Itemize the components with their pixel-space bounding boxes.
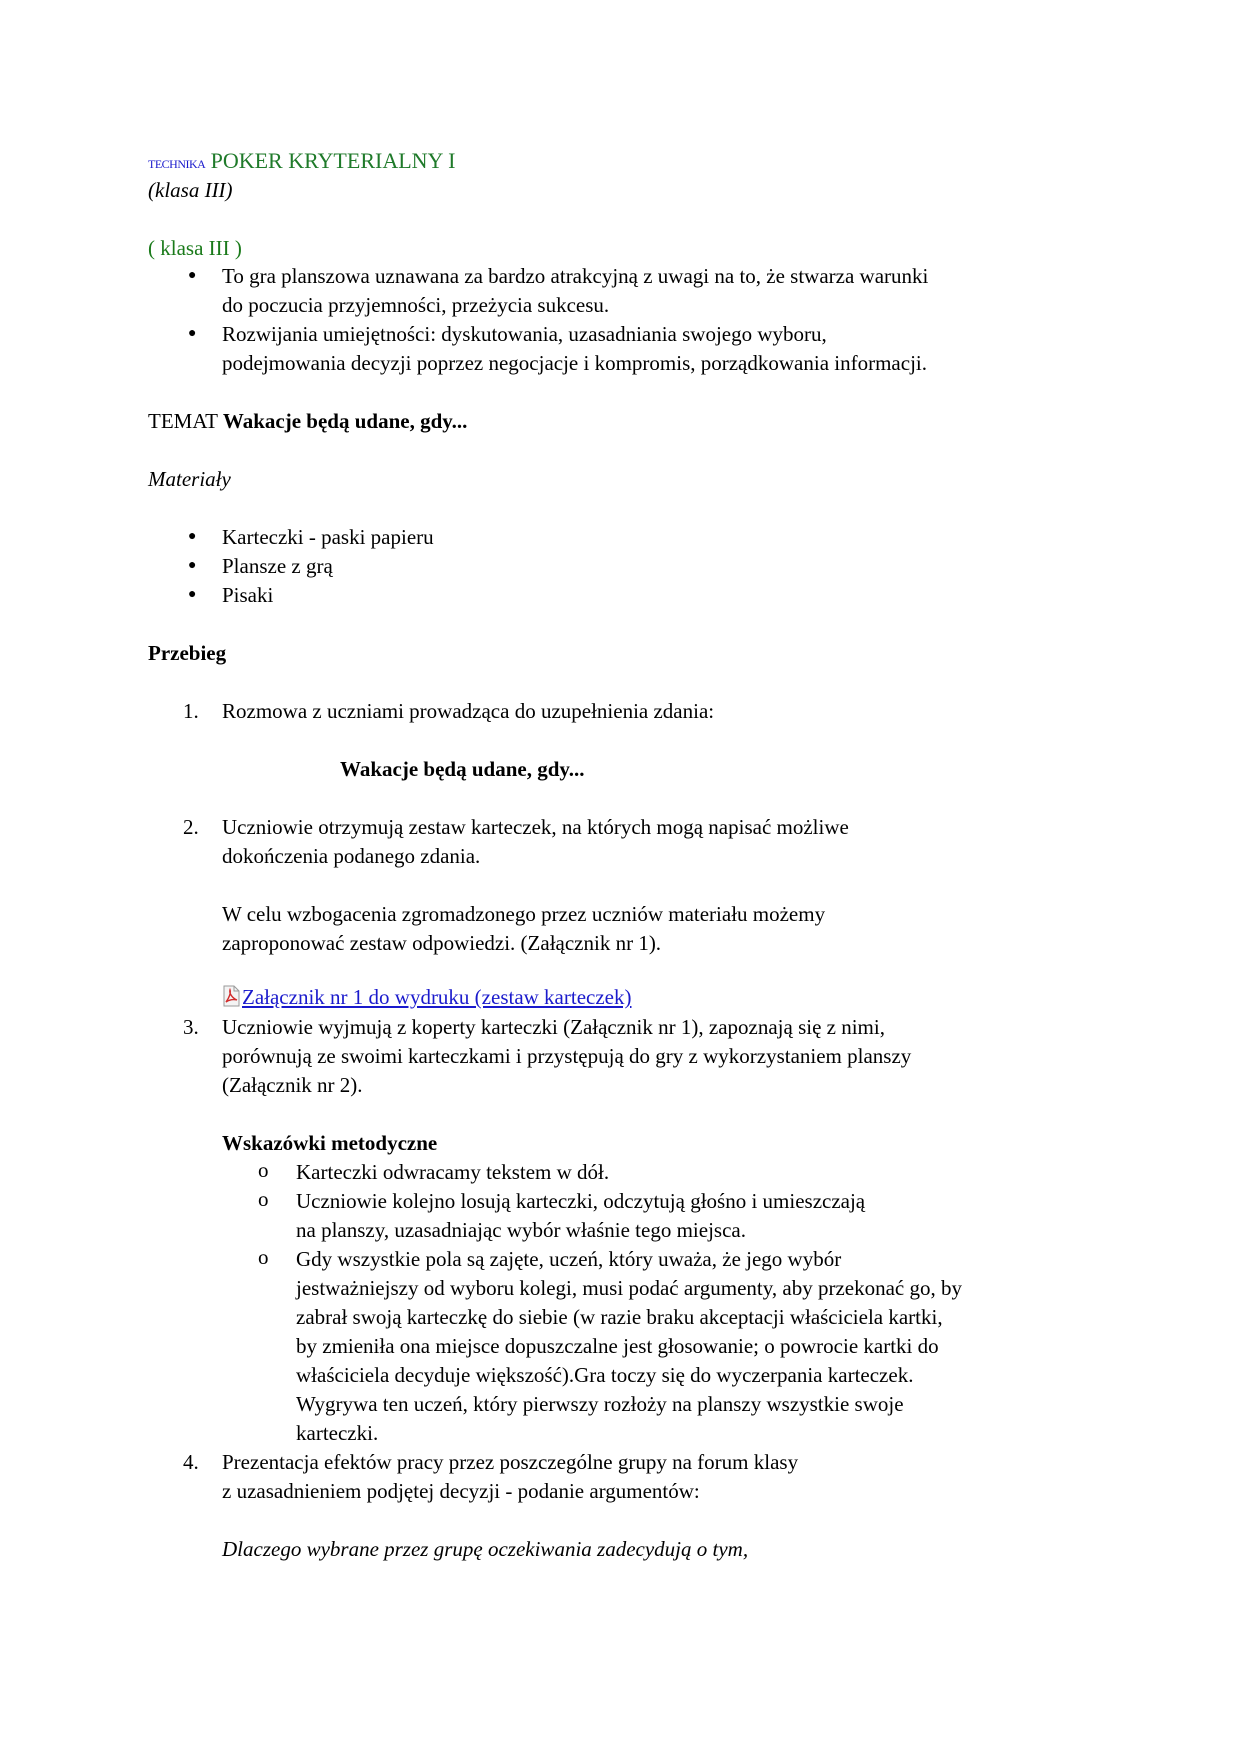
tip-3-line: właściciela decyduje większość).Gra toczy się do wyczerpania karteczek.: [296, 1363, 914, 1387]
class-italic: (klasa III): [148, 178, 233, 202]
attachment-link-row[interactable]: [222, 985, 631, 1010]
topic-label: TEMAT: [148, 409, 218, 433]
page-title: POKER KRYTERIALNY I: [210, 148, 456, 173]
subject-label: TECHNIKA: [148, 157, 206, 171]
topic-text: Wakacje będą udane, gdy...: [222, 409, 468, 433]
bullet-dot-icon: ●: [188, 587, 197, 602]
tip-3-line: zabrał swoją karteczkę do siebie (w razie braku akceptacji właściciela kartki,: [296, 1305, 943, 1329]
step3-line1: Uczniowie wyjmują z koperty karteczki (Załącznik nr 1), zapoznają się z nimi,: [222, 1015, 885, 1039]
procedure-heading: Przebieg: [148, 641, 227, 665]
document-header: [148, 148, 455, 174]
step-number: 4.: [183, 1450, 199, 1474]
step2-line2: dokończenia podanego zdania.: [222, 844, 481, 868]
step-number: 1.: [183, 699, 199, 723]
intro-bullet-2-line1: Rozwijania umiejętności: dyskutowania, uzasadniania swojego wyboru,: [222, 322, 827, 346]
tip-3-line: Gdy wszystkie pola są zajęte, uczeń, który uważa, że jego wybór: [296, 1247, 842, 1271]
step1-text: Rozmowa z uczniami prowadząca do uzupełnienia zdania:: [222, 699, 715, 723]
bullet-dot-icon: ●: [188, 529, 197, 544]
tip-1-line: Karteczki odwracamy tekstem w dół.: [296, 1160, 610, 1184]
materials-item: Pisaki: [222, 583, 274, 607]
circle-bullet-icon: o: [258, 1245, 269, 1269]
bullet-dot-icon: ●: [188, 268, 197, 283]
step2-para-line1: W celu wzbogacenia zgromadzonego przez uczniów materiału możemy: [222, 902, 826, 926]
tips-heading: Wskazówki metodyczne: [222, 1131, 438, 1155]
materials-heading: Materiały: [148, 467, 231, 491]
attachment-link[interactable]: Załącznik nr 1 do wydruku (zestaw karteczek): [242, 985, 632, 1009]
tip-2-line: Uczniowie kolejno losują karteczki, odczytują głośno i umieszczają: [296, 1189, 866, 1213]
step-number: 2.: [183, 815, 199, 839]
class-green: ( klasa III ): [148, 236, 242, 260]
materials-item: Karteczki - paski papieru: [222, 525, 434, 549]
tip-3-line: karteczki.: [296, 1421, 379, 1445]
step2-line1: Uczniowie otrzymują zestaw karteczek, na których mogą napisać możliwe: [222, 815, 849, 839]
pdf-icon[interactable]: [222, 985, 240, 1007]
topic-line: [148, 409, 467, 434]
intro-bullet-2-line2: podejmowania decyzji poprzez negocjacje i kompromis, porządkowania informacji.: [222, 351, 927, 375]
step2-para-line2: zaproponować zestaw odpowiedzi. (Załącznik nr 1).: [222, 931, 662, 955]
step4-line2: z uzasadnieniem podjętej decyzji - podanie argumentów:: [222, 1479, 700, 1503]
intro-bullet-1-line1: To gra planszowa uznawana za bardzo atrakcyjną z uwagi na to, że stwarza warunki: [222, 264, 929, 288]
tip-3-line: jestważniejszy od wyboru kolegi, musi podać argumenty, aby przekonać go, by: [296, 1276, 962, 1300]
step3-line2: porównują ze swoimi karteczkami i przystępują do gry z wykorzystaniem planszy: [222, 1044, 912, 1068]
step3-line3: (Załącznik nr 2).: [222, 1073, 363, 1097]
materials-item: Plansze z grą: [222, 554, 333, 578]
circle-bullet-icon: o: [258, 1187, 269, 1211]
step4-line1: Prezentacja efektów pracy przez poszczególne grupy na forum klasy: [222, 1450, 799, 1474]
bullet-dot-icon: ●: [188, 326, 197, 341]
step1-quote: Wakacje będą udane, gdy...: [340, 757, 585, 781]
step4-question: Dlaczego wybrane przez grupę oczekiwania zadecydują o tym,: [222, 1537, 749, 1561]
tip-3-line: by zmieniła ona miejsce dopuszczalne jest głosowanie; o powrocie kartki do: [296, 1334, 939, 1358]
circle-bullet-icon: o: [258, 1158, 269, 1182]
step-number: 3.: [183, 1015, 199, 1039]
tip-3-line: Wygrywa ten uczeń, który pierwszy rozłoży na planszy wszystkie swoje: [296, 1392, 904, 1416]
intro-bullet-1-line2: do poczucia przyjemności, przeżycia sukcesu.: [222, 293, 610, 317]
bullet-dot-icon: ●: [188, 558, 197, 573]
tip-2-line: na planszy, uzasadniając wybór właśnie tego miejsca.: [296, 1218, 746, 1242]
